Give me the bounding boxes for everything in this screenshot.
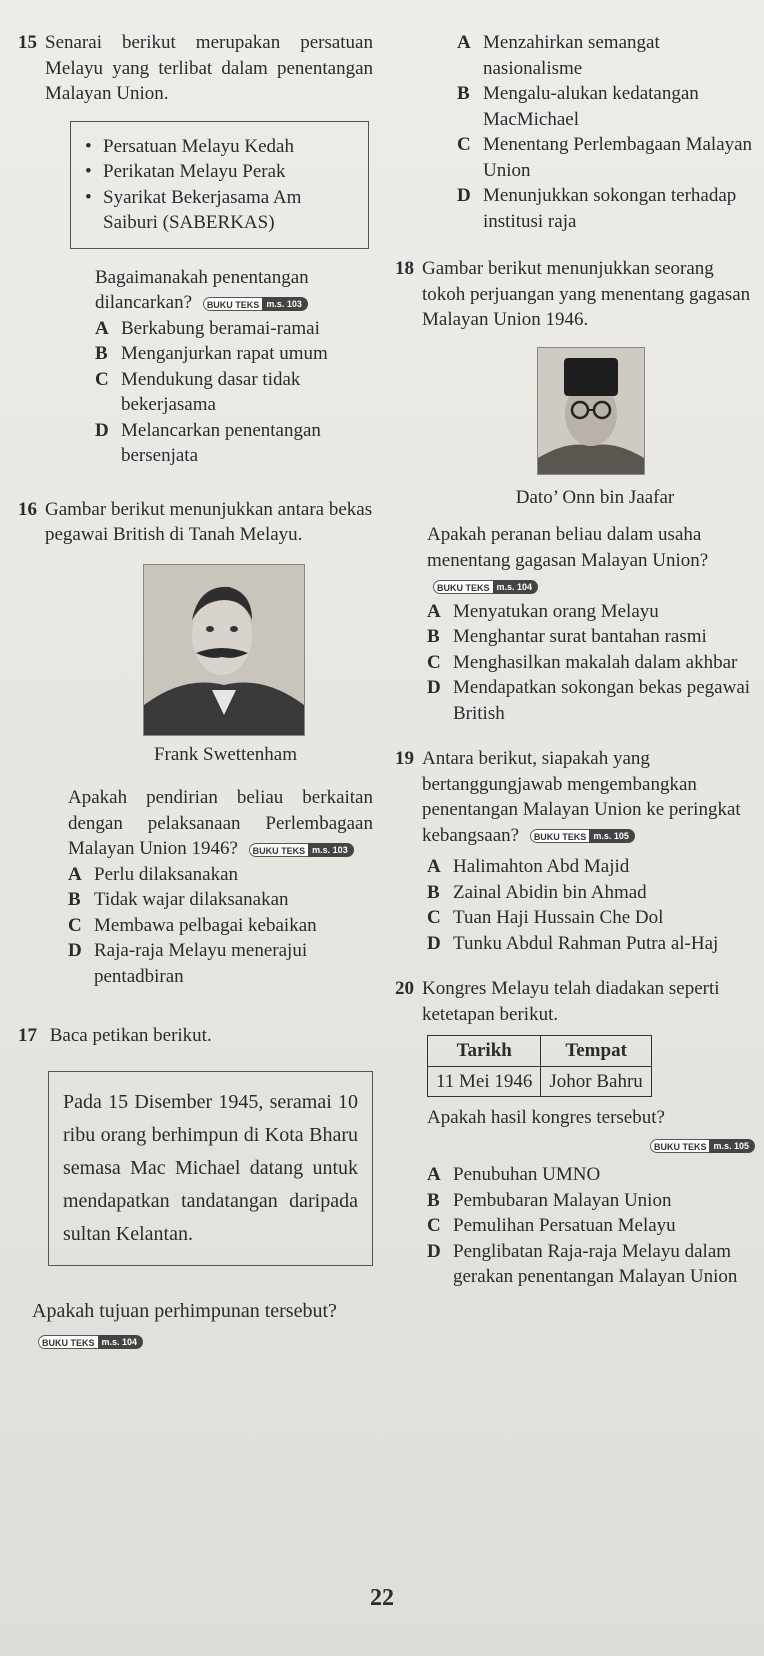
textbook-reference-badge: BUKU TEKS m.s. 103 bbox=[249, 843, 354, 857]
option-c[interactable]: C Menentang Perlembagaan Malayan Union bbox=[457, 134, 753, 181]
textbook-reference-badge: BUKU TEKS m.s. 104 bbox=[38, 1335, 143, 1349]
question-prompt: Apakah peranan beliau dalam usaha menentang gagasan Malayan Union? BUKU TEKS m.s. 104 bbox=[427, 524, 709, 593]
dato-onn-photo bbox=[537, 347, 645, 475]
option-a[interactable]: A Halimahton Abd Majid bbox=[427, 856, 630, 877]
textbook-reference-badge: BUKU TEKS m.s. 105 bbox=[530, 829, 635, 843]
question-number: 17 bbox=[18, 1025, 37, 1046]
question-stem: Senarai berikut merupakan persatuan Melayu yang terlibat dalam penentangan Malayan Union. bbox=[45, 32, 373, 104]
page-number: 22 bbox=[370, 1585, 394, 1611]
option-b[interactable]: B Tidak wajar dilaksanakan bbox=[68, 889, 289, 910]
option-a[interactable]: A Menyatukan orang Melayu bbox=[427, 600, 659, 622]
table-cell: Johor Bahru bbox=[541, 1066, 651, 1097]
option-c[interactable]: C Pemulihan Persatuan Melayu bbox=[427, 1215, 676, 1236]
question-18 bbox=[395, 256, 755, 726]
question-19 bbox=[395, 746, 755, 956]
question-number: 18 bbox=[395, 258, 414, 279]
option-a[interactable]: A Berkabung beramai-ramai bbox=[95, 317, 320, 339]
list-item: • Persatuan Melayu Kedah bbox=[103, 134, 358, 160]
option-b[interactable]: B Mengalu-alukan kedatangan MacMichael bbox=[457, 83, 699, 130]
option-d[interactable]: D Melancarkan penentangan bersenjata bbox=[95, 419, 321, 466]
option-c[interactable]: C Menghasilkan makalah dalam akhbar bbox=[427, 651, 738, 673]
table-header-row bbox=[428, 1036, 652, 1067]
list-item: • Syarikat Bekerjasama Am Saiburi (SABERKAS) bbox=[103, 185, 358, 236]
table-cell: 11 Mei 1946 bbox=[428, 1066, 541, 1097]
left-column bbox=[18, 30, 373, 1356]
option-d[interactable]: D Mendapatkan sokongan bekas pegawai British bbox=[427, 677, 751, 724]
question-stem: Gambar berikut menunjukkan antara bekas pegawai British di Tanah Melayu. bbox=[45, 498, 373, 545]
question-17 bbox=[18, 1023, 373, 1356]
question-number: 19 bbox=[395, 748, 414, 769]
question-prompt: Apakah pendirian beliau berkaitan dengan pelaksanaan Perlembagaan Malayan Union 1946? BUKU TEKS m.s. 103 bbox=[68, 787, 373, 859]
question-prompt: Bagaimanakah penentangan dilancarkan? BUKU TEKS m.s. 103 bbox=[95, 266, 309, 313]
list-item: • Perikatan Melayu Perak bbox=[103, 159, 358, 185]
question-number: 15 bbox=[18, 32, 37, 53]
question-15 bbox=[18, 30, 373, 469]
option-b[interactable]: B Zainal Abidin bin Ahmad bbox=[427, 881, 647, 903]
option-d[interactable]: D Tunku Abdul Rahman Putra al-Haj bbox=[427, 932, 719, 954]
question-stem: Kongres Melayu telah diadakan seperti ketetapan berikut. bbox=[422, 978, 720, 1025]
photo-caption: Frank Swettenham bbox=[153, 743, 297, 765]
question-17-options bbox=[457, 30, 755, 234]
question-prompt: Apakah tujuan perhimpunan tersebut? BUKU TEKS m.s. 104 bbox=[32, 1299, 337, 1348]
question-stem: Baca petikan berikut. bbox=[49, 1025, 212, 1046]
right-column bbox=[395, 30, 755, 1290]
textbook-reference-badge: BUKU TEKS m.s. 103 bbox=[203, 297, 308, 311]
frank-swettenham-photo bbox=[143, 564, 305, 736]
bullet-list-box bbox=[70, 121, 369, 249]
option-b[interactable]: B Menganjurkan rapat umum bbox=[95, 343, 328, 364]
question-number: 20 bbox=[395, 978, 414, 999]
table-header: Tempat bbox=[541, 1036, 651, 1067]
table-row bbox=[428, 1066, 652, 1097]
table-header: Tarikh bbox=[428, 1036, 541, 1067]
textbook-reference-badge: BUKU TEKS m.s. 105 bbox=[650, 1139, 755, 1153]
question-20 bbox=[395, 976, 755, 1290]
photo-caption: Dato’ Onn bin Jaafar bbox=[515, 486, 675, 508]
option-d[interactable]: D Menunjukkan sokongan terhadap institusi raja bbox=[457, 185, 737, 232]
question-16 bbox=[18, 497, 373, 990]
option-d[interactable]: D Penglibatan Raja-raja Melayu dalam gerakan penentangan Malayan Union bbox=[427, 1240, 738, 1287]
option-a[interactable]: A Menzahirkan semangat nasionalisme bbox=[457, 32, 660, 79]
question-stem: Antara berikut, siapakah yang bertanggungjawab mengembangkan penentangan Malayan Union ke peringkat kebangsaan? bbox=[422, 748, 741, 846]
option-a[interactable]: A Penubuhan UMNO bbox=[427, 1164, 601, 1185]
passage-box: Pada 15 Disember 1945, seramai 10 ribu orang berhimpun di Kota Bharu semasa Mac Michael datang untuk mendapatkan tandatangan daripada sultan Kelantan. bbox=[48, 1071, 373, 1266]
congress-table bbox=[427, 1035, 652, 1097]
option-b[interactable]: B Menghantar surat bantahan rasmi bbox=[427, 626, 707, 647]
option-c[interactable]: C Mendukung dasar tidak bekerjasama bbox=[95, 368, 301, 415]
question-number: 16 bbox=[18, 498, 37, 520]
question-prompt: Apakah hasil kongres tersebut? bbox=[427, 1107, 665, 1128]
question-stem: Gambar berikut menunjukkan seorang tokoh perjuangan yang menentang gagasan Malayan Union 1946. bbox=[422, 258, 751, 330]
option-a[interactable]: A Perlu dilaksanakan bbox=[68, 863, 239, 885]
portrait-illustration bbox=[538, 348, 644, 474]
portrait-illustration bbox=[144, 565, 304, 735]
option-c[interactable]: C Tuan Haji Hussain Che Dol bbox=[427, 907, 664, 928]
textbook-reference-badge: BUKU TEKS m.s. 104 bbox=[433, 580, 538, 594]
option-b[interactable]: B Pembubaran Malayan Union bbox=[427, 1189, 672, 1211]
option-c[interactable]: C Membawa pelbagai kebaikan bbox=[68, 914, 317, 936]
option-d[interactable]: D Raja-raja Melayu menerajui pentadbiran bbox=[68, 940, 308, 987]
